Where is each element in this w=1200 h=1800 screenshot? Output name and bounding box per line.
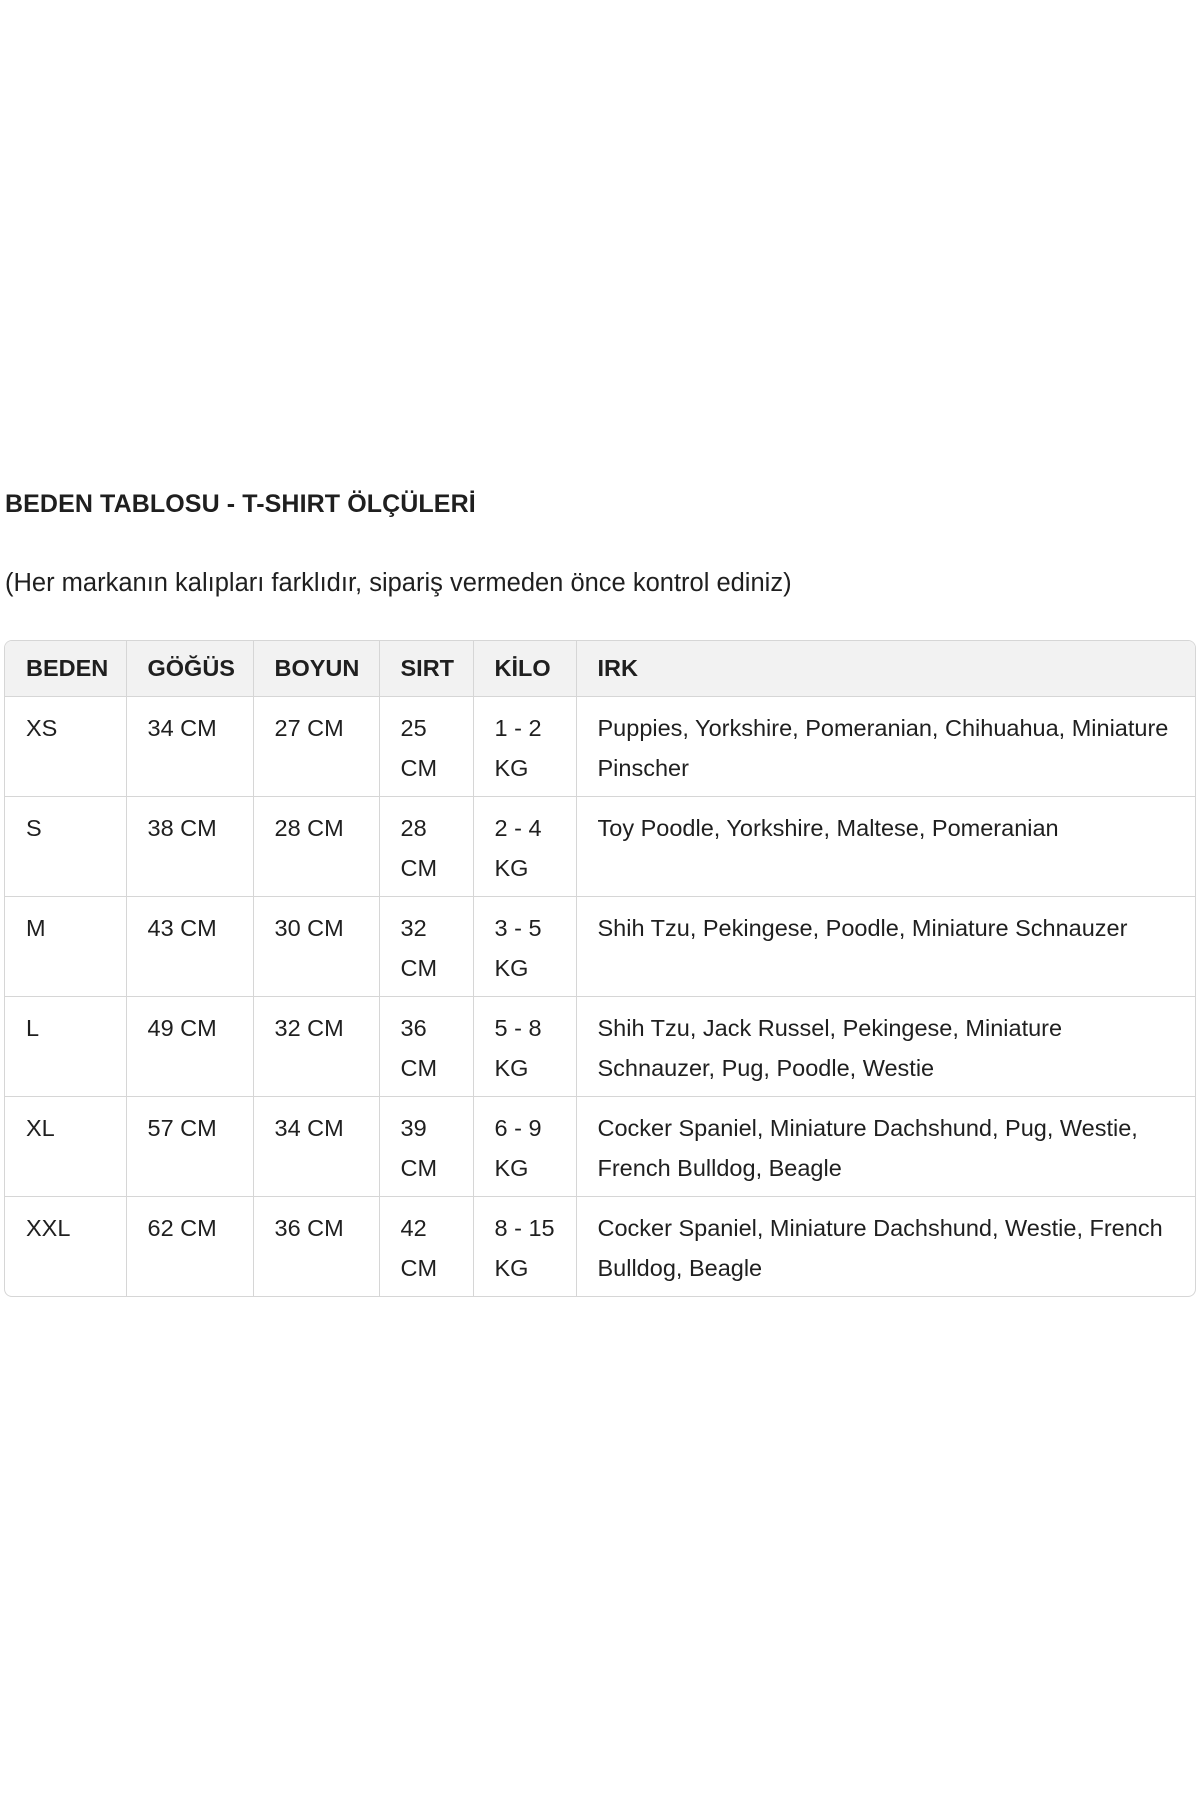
table-row xyxy=(5,996,1195,1096)
cell-gogus: 43 CM xyxy=(126,896,253,996)
cell-beden: S xyxy=(5,796,126,896)
cell-sirt: 32 CM xyxy=(379,896,473,996)
cell-irk: Cocker Spaniel, Miniature Dachshund, Westie, French Bulldog, Beagle xyxy=(597,1214,1163,1281)
cell-gogus: 57 CM xyxy=(126,1096,253,1196)
table-row xyxy=(5,1196,1195,1296)
header-beden: BEDEN xyxy=(5,641,126,696)
cell-sirt: 28 CM xyxy=(379,796,473,896)
cell-beden: M xyxy=(5,896,126,996)
header-kilo: KİLO xyxy=(473,641,576,696)
cell-gogus: 49 CM xyxy=(126,996,253,1096)
cell-kilo: 8 - 15 KG xyxy=(473,1196,576,1296)
cell-kilo: 1 - 2 KG xyxy=(473,696,576,796)
cell-kilo: 3 - 5 KG xyxy=(473,896,576,996)
table-row xyxy=(5,796,1195,896)
page-subtitle: (Her markanın kalıpları farklıdır, sipariş vermeden önce kontrol ediniz) xyxy=(5,569,792,597)
header-irk: IRK xyxy=(576,641,1195,696)
cell-boyun: 32 CM xyxy=(253,996,379,1096)
size-table xyxy=(4,640,1196,1297)
cell-sirt: 42 CM xyxy=(379,1196,473,1296)
cell-beden: XS xyxy=(5,696,126,796)
header-sirt: SIRT xyxy=(379,641,473,696)
cell-irk: Shih Tzu, Pekingese, Poodle, Miniature Schnauzer xyxy=(576,896,1195,996)
table-row xyxy=(5,696,1195,796)
cell-boyun: 27 CM xyxy=(253,696,379,796)
cell-beden: XL xyxy=(5,1096,126,1196)
cell-sirt: 39 CM xyxy=(379,1096,473,1196)
cell-boyun: 30 CM xyxy=(253,896,379,996)
cell-irk: Shih Tzu, Jack Russel, Pekingese, Miniature Schnauzer, Pug, Poodle, Westie xyxy=(576,996,1195,1096)
page-title: BEDEN TABLOSU - T-SHIRT ÖLÇÜLERİ xyxy=(5,490,476,518)
cell-sirt: 25 CM xyxy=(379,696,473,796)
cell-irk: Toy Poodle, Yorkshire, Maltese, Pomeranian xyxy=(576,796,1195,896)
cell-boyun: 28 CM xyxy=(253,796,379,896)
header-boyun: BOYUN xyxy=(253,641,379,696)
cell-gogus: 34 CM xyxy=(126,696,253,796)
cell-kilo: 6 - 9 KG xyxy=(473,1096,576,1196)
header-gogus: GÖĞÜS xyxy=(126,641,253,696)
cell-gogus: 62 CM xyxy=(126,1196,253,1296)
table-row xyxy=(5,1096,1195,1196)
cell-boyun: 36 CM xyxy=(253,1196,379,1296)
cell-gogus: 38 CM xyxy=(126,796,253,896)
table-row xyxy=(5,896,1195,996)
cell-kilo: 5 - 8 KG xyxy=(473,996,576,1096)
cell-sirt: 36 CM xyxy=(379,996,473,1096)
cell-irk: Puppies, Yorkshire, Pomeranian, Chihuahua, Miniature Pinscher xyxy=(576,696,1195,796)
cell-beden: XXL xyxy=(5,1196,126,1296)
table-header-row xyxy=(5,641,1195,696)
cell-beden: L xyxy=(5,996,126,1096)
cell-kilo: 2 - 4 KG xyxy=(473,796,576,896)
cell-boyun: 34 CM xyxy=(253,1096,379,1196)
cell-irk: Cocker Spaniel, Miniature Dachshund, Pug, Westie, French Bulldog, Beagle xyxy=(576,1096,1195,1196)
